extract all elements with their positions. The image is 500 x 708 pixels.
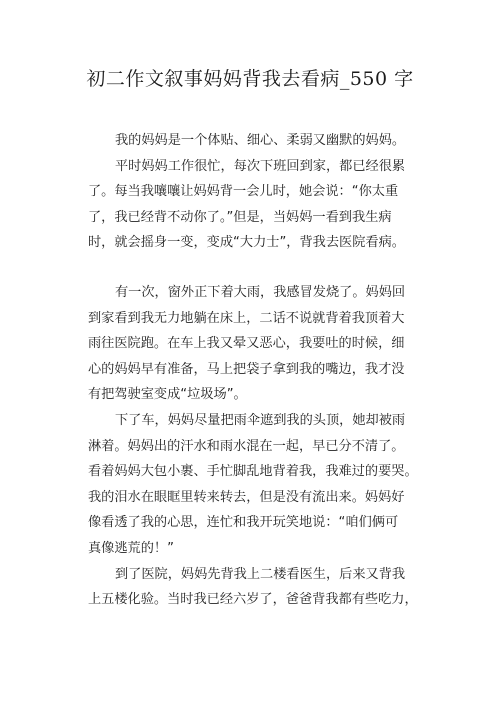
paragraph-3-line-5: 有把驾驶室变成“垃圾场”。 (88, 387, 247, 403)
paragraph-5-line-1: 到了医院，妈妈先背我上二楼看医生，后来又背我 (115, 566, 406, 582)
paragraph-4-line-6: 真像逃荒的！” (88, 540, 174, 556)
paragraph-1-line-1: 我的妈妈是一个体贴、细心、柔弱又幽默的妈妈。 (115, 133, 406, 148)
paragraph-3-line-4: 心的妈妈早有准备，马上把袋子拿到我的嘴边，我才没 (88, 361, 405, 377)
paragraph-4-line-3: 看着妈妈大包小裹、手忙脚乱地背着我，我难过的要哭。 (88, 464, 418, 480)
paragraph-2-line-1: 平时妈妈工作很忙，每次下班回到家，都已经很累 (115, 158, 406, 174)
page-title: 初二作文叙事妈妈背我去看病_550 字 (86, 68, 414, 90)
paragraph-4-line-4: 我的泪水在眼眶里转来转去，但是没有流出来。妈妈好 (88, 489, 405, 505)
paragraph-2-line-2: 了。每当我嚷嚷让妈妈背一会儿时，她会说：“你太重 (88, 184, 399, 200)
paragraph-5-line-2: 上五楼化验。当时我已经六岁了，爸爸背我都有些吃力， (88, 592, 418, 608)
paragraph-gap (88, 256, 418, 280)
paragraph-4-line-2: 淋着。妈妈出的汗水和雨水混在一起，早已分不清了。 (88, 438, 405, 454)
paragraph-3-line-1: 有一次，窗外正下着大雨，我感冒发烧了。妈妈回 (115, 284, 406, 300)
article-body (88, 128, 418, 613)
paragraph-2-line-3: 了，我已经背不动你了。”但是，当妈妈一看到我生病 (88, 209, 392, 225)
paragraph-2-line-4: 时，就会摇身一变，变成“大力士”，背我去医院看病。 (88, 235, 405, 251)
paragraph-4-line-1: 下了车，妈妈尽量把雨伞遮到我的头顶，她却被雨 (115, 412, 406, 428)
paragraph-3-line-2: 到家看到我无力地躺在床上，二话不说就背着我顶着大 (88, 310, 405, 326)
paragraph-3-line-3: 雨往医院跑。在车上我又晕又恶心，我要吐的时候，细 (88, 336, 405, 352)
paragraph-4-line-5: 像看透了我的心思，连忙和我开玩笑地说：“咱们俩可 (88, 515, 399, 531)
